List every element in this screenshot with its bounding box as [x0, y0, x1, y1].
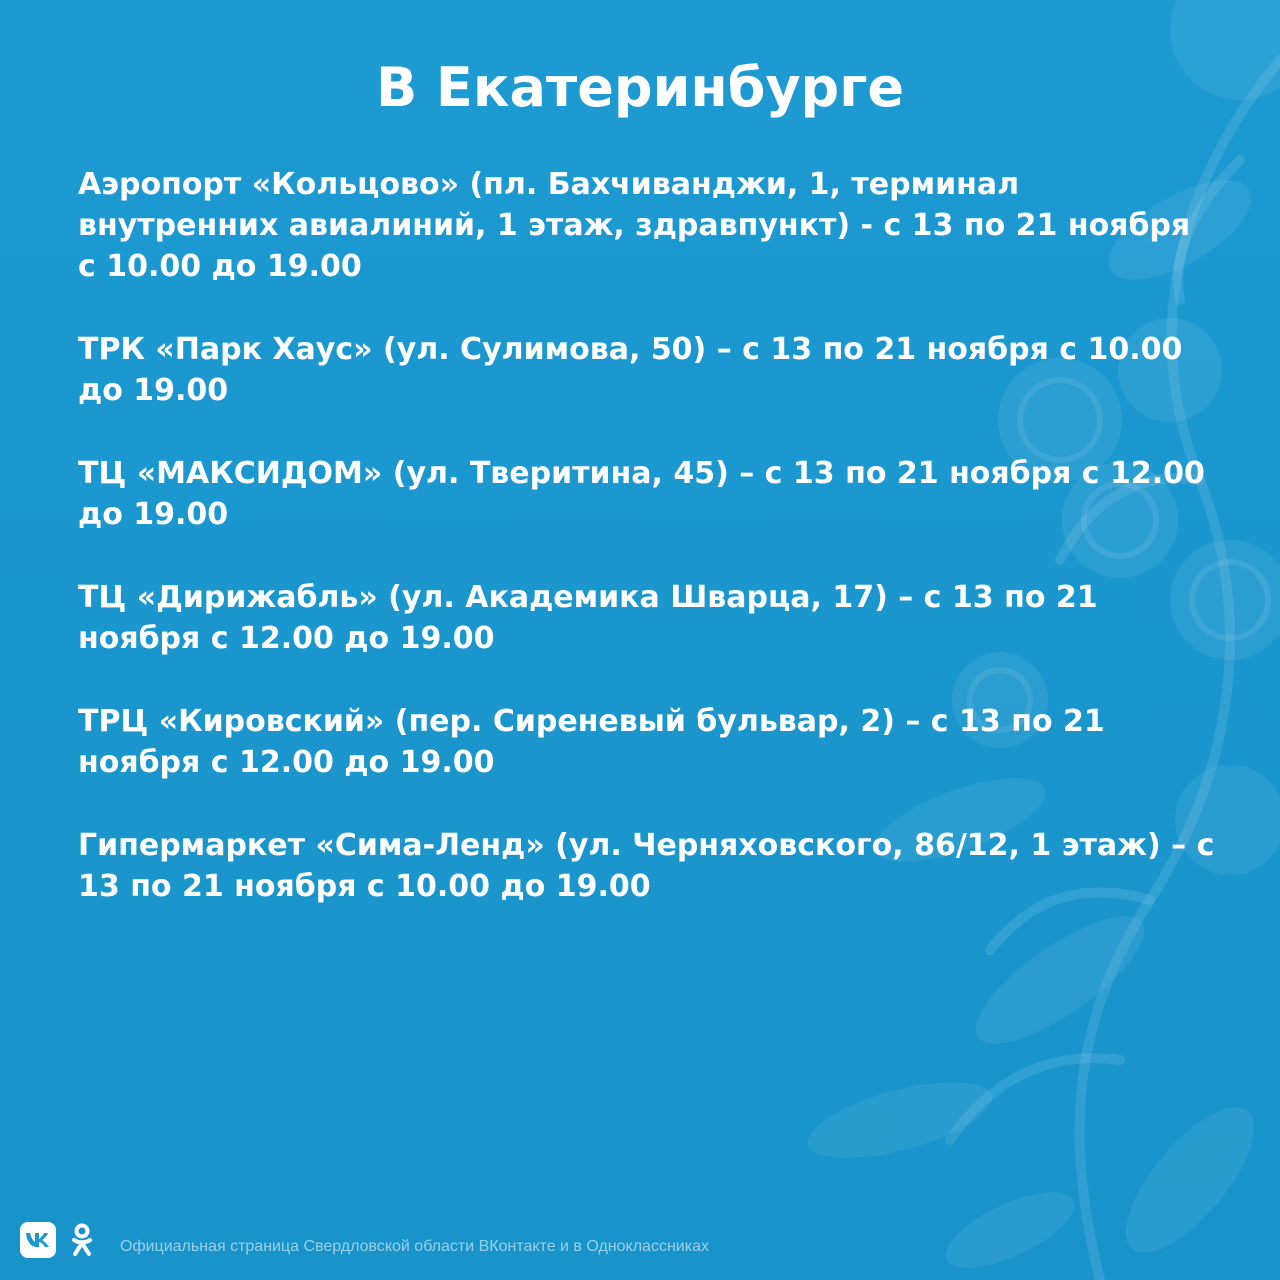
list-item: ТРК «Парк Хаус» (ул. Сулимова, 50) – с 13 по 21 ноября с 10.00 до 19.00 [78, 332, 1183, 408]
list-item: ТЦ «Дирижабль» (ул. Академика Шварца, 17) – с 13 по 21 ноября с 12.00 до 19.00 [78, 580, 1098, 656]
list-item: Гипермаркет «Сима-Ленд» (ул. Черняховского, 86/12, 1 этаж) – с 13 по 21 ноября с 10.00 до 19.00 [78, 828, 1215, 904]
footer-text: Официальная страница Свердловской области ВКонтакте и в Одноклассниках [120, 1238, 709, 1255]
page-title: В Екатеринбурге [375, 56, 905, 119]
location-list [78, 164, 1218, 949]
footer [20, 1216, 1260, 1264]
list-item: ТРЦ «Кировский» (пер. Сиреневый бульвар, 2) – с 13 по 21 ноября с 12.00 до 19.00 [78, 704, 1105, 780]
vk-logo-icon[interactable] [20, 1222, 56, 1258]
list-item: ТЦ «МАКСИДОМ» (ул. Тверитина, 45) – с 13 по 21 ноября с 12.00 до 19.00 [78, 456, 1205, 532]
list-item: Аэропорт «Кольцово» (пл. Бахчиванджи, 1, терминал внутренних авиалиний, 1 этаж, здравпункт) - с 13 по 21 ноября с 10.00 до 19.00 [78, 167, 1191, 284]
odnoklassniki-logo-icon[interactable] [70, 1222, 94, 1258]
